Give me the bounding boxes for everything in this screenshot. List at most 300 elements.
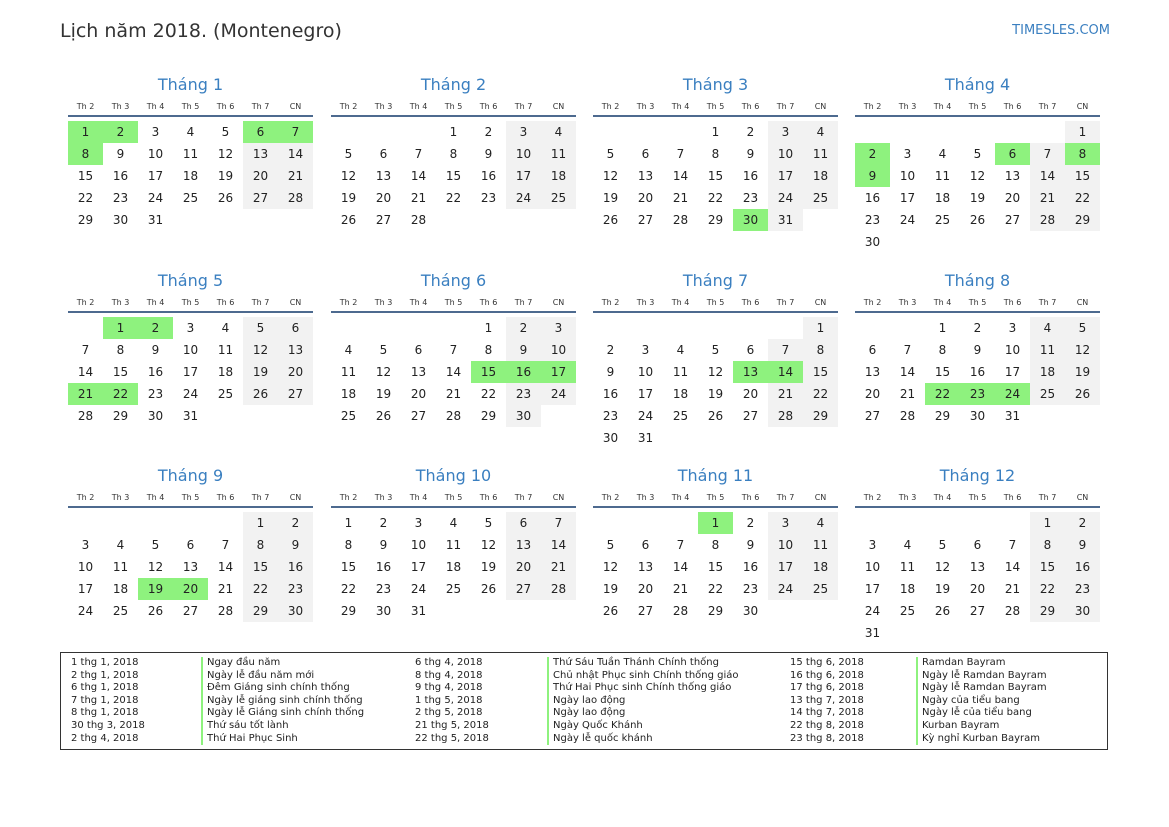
month-name: Tháng 1 [157, 75, 224, 94]
day-cell: 4 [221, 321, 230, 335]
month-name: Tháng 4 [944, 75, 1011, 94]
day-cell: 26 [602, 604, 619, 618]
day-cell: 4 [938, 147, 947, 161]
day-cell: 21 [768, 383, 803, 405]
weekday-label: Th 3 [374, 298, 393, 307]
day-cell: 2 [379, 516, 388, 530]
weekday-label: CN [1076, 102, 1089, 111]
day-cell: 28 [541, 578, 576, 600]
weekday-label: Th 2 [601, 493, 620, 502]
day-cell: 27 [637, 213, 654, 227]
day-cell: 16 [742, 560, 759, 574]
month-block [593, 269, 838, 449]
day-cell: 10 [410, 538, 427, 552]
day-cell: 10 [182, 343, 199, 357]
day-cell: 26 [340, 213, 357, 227]
holiday-day-cell: 30 [733, 209, 768, 231]
weekday-label: Th 3 [374, 102, 393, 111]
empty-cell [208, 512, 243, 534]
weekday-label: Th 3 [374, 493, 393, 502]
holiday-date: 14 thg 7, 2018 [790, 707, 864, 719]
day-cell: 21 [541, 556, 576, 578]
weekday-label: Th 5 [706, 298, 725, 307]
holiday-day-cell: 8 [1065, 143, 1100, 165]
day-cell: 23 [278, 578, 313, 600]
holiday-date: 2 thg 4, 2018 [71, 732, 139, 744]
day-cell: 10 [1004, 343, 1021, 357]
empty-cell [663, 317, 698, 339]
day-cell: 12 [243, 339, 278, 361]
month-name: Tháng 7 [682, 271, 749, 290]
days-grid [331, 121, 576, 231]
day-cell: 27 [637, 604, 654, 618]
day-cell: 8 [711, 538, 720, 552]
day-cell: 11 [934, 169, 951, 183]
day-cell: 25 [803, 578, 838, 600]
day-cell: 24 [77, 604, 94, 618]
weekday-label: Th 7 [514, 102, 533, 111]
day-cell: 14 [410, 169, 427, 183]
day-cell: 6 [973, 538, 982, 552]
day-cell: 30 [112, 213, 129, 227]
day-cell: 16 [278, 556, 313, 578]
weekday-label: Th 6 [1003, 493, 1022, 502]
weekday-label: Th 7 [776, 298, 795, 307]
day-cell: 8 [344, 538, 353, 552]
day-cell: 3 [414, 516, 423, 530]
weekday-label: CN [1076, 493, 1089, 502]
day-cell: 31 [147, 213, 164, 227]
day-cell: 4 [803, 121, 838, 143]
day-cell: 4 [1030, 317, 1065, 339]
day-cell: 9 [973, 343, 982, 357]
month-name: Tháng 10 [415, 466, 492, 485]
weekday-label: Th 2 [863, 298, 882, 307]
day-cell: 29 [1065, 209, 1100, 231]
month-block [855, 464, 1100, 644]
day-cell: 30 [602, 431, 619, 445]
day-cell: 28 [768, 405, 803, 427]
day-cell: 30 [375, 604, 392, 618]
weekday-label: CN [552, 493, 565, 502]
day-cell: 11 [1030, 339, 1065, 361]
day-cell: 13 [864, 365, 881, 379]
day-cell: 3 [903, 147, 912, 161]
day-cell: 17 [506, 165, 541, 187]
holiday-date: 6 thg 1, 2018 [71, 682, 139, 694]
day-cell: 15 [1030, 556, 1065, 578]
day-cell: 11 [340, 365, 357, 379]
holiday-name: Thứ sáu tốt lành [207, 719, 289, 731]
weekday-label: Th 6 [479, 298, 498, 307]
day-cell: 7 [1008, 538, 1017, 552]
day-cell: 17 [637, 387, 654, 401]
day-cell: 3 [1008, 321, 1017, 335]
day-cell: 31 [410, 604, 427, 618]
holiday-name-column [916, 657, 1047, 745]
day-cell: 1 [243, 512, 278, 534]
weekday-label: CN [289, 102, 302, 111]
weekday-label: Th 7 [776, 493, 795, 502]
day-cell: 20 [375, 191, 392, 205]
day-cell: 15 [340, 560, 357, 574]
day-cell: 14 [445, 365, 462, 379]
day-cell: 29 [243, 600, 278, 622]
day-cell: 4 [541, 121, 576, 143]
day-cell: 10 [768, 534, 803, 556]
day-cell: 18 [803, 165, 838, 187]
holiday-date-column [71, 657, 145, 745]
weekday-label: Th 2 [339, 102, 358, 111]
holiday-date: 1 thg 5, 2018 [415, 694, 483, 706]
day-cell: 12 [934, 560, 951, 574]
day-cell: 22 [243, 578, 278, 600]
day-cell: 3 [768, 121, 803, 143]
day-cell: 2 [606, 343, 615, 357]
empty-cell [855, 317, 890, 339]
holiday-date: 7 thg 1, 2018 [71, 694, 139, 706]
holiday-day-cell: 7 [278, 121, 313, 143]
day-cell: 14 [541, 534, 576, 556]
day-cell: 19 [1065, 361, 1100, 383]
holiday-name: Ngày lễ giáng sinh chính thống [207, 694, 363, 706]
day-cell: 22 [1030, 578, 1065, 600]
day-cell: 11 [112, 560, 129, 574]
empty-cell [890, 317, 925, 339]
weekday-label: Th 2 [863, 493, 882, 502]
holiday-day-cell: 21 [68, 383, 103, 405]
day-cell: 8 [1030, 534, 1065, 556]
day-cell: 5 [606, 147, 615, 161]
day-cell: 30 [506, 405, 541, 427]
holiday-day-cell: 2 [138, 317, 173, 339]
days-grid [331, 317, 576, 427]
day-cell: 3 [868, 538, 877, 552]
day-cell: 14 [1004, 560, 1021, 574]
day-cell: 3 [186, 321, 195, 335]
day-cell: 19 [602, 191, 619, 205]
day-cell: 2 [506, 317, 541, 339]
weekday-label: Th 4 [671, 298, 690, 307]
holiday-date: 9 thg 4, 2018 [415, 682, 483, 694]
holiday-day-cell: 1 [68, 121, 103, 143]
day-cell: 15 [77, 169, 94, 183]
day-cell: 16 [1065, 556, 1100, 578]
day-cell: 14 [278, 143, 313, 165]
holiday-day-cell: 13 [733, 361, 768, 383]
day-cell: 17 [182, 365, 199, 379]
day-cell: 6 [641, 147, 650, 161]
holiday-name: Ngày lao động [553, 694, 626, 706]
day-cell: 15 [243, 556, 278, 578]
month-name: Tháng 9 [157, 466, 224, 485]
day-cell: 30 [864, 235, 881, 249]
holiday-date: 22 thg 5, 2018 [415, 732, 489, 744]
day-cell: 17 [899, 191, 916, 205]
day-cell: 30 [278, 600, 313, 622]
empty-cell [68, 512, 103, 534]
weekday-label: Th 3 [898, 298, 917, 307]
day-cell: 4 [344, 343, 353, 357]
day-cell: 5 [711, 343, 720, 357]
weekday-header [331, 492, 576, 508]
day-cell: 29 [340, 604, 357, 618]
day-cell: 22 [77, 191, 94, 205]
day-cell: 21 [217, 582, 234, 596]
weekday-label: Th 5 [968, 493, 987, 502]
holiday-date: 23 thg 8, 2018 [790, 732, 864, 744]
day-cell: 17 [77, 582, 94, 596]
holiday-name: Ngày lễ đầu năm mới [207, 669, 315, 681]
empty-cell [890, 121, 925, 143]
weekday-label: Th 2 [76, 298, 95, 307]
day-cell: 26 [217, 191, 234, 205]
weekday-label: Th 6 [216, 493, 235, 502]
day-cell: 8 [449, 147, 458, 161]
weekday-header [68, 492, 313, 508]
day-cell: 29 [934, 409, 951, 423]
weekday-label: CN [552, 102, 565, 111]
holiday-day-cell: 8 [68, 143, 103, 165]
day-cell: 11 [445, 538, 462, 552]
month-block [593, 464, 838, 622]
day-cell: 9 [116, 147, 125, 161]
day-cell: 20 [742, 387, 759, 401]
day-cell: 21 [899, 387, 916, 401]
day-cell: 8 [116, 343, 125, 357]
day-cell: 20 [410, 387, 427, 401]
day-cell: 12 [707, 365, 724, 379]
empty-cell [173, 512, 208, 534]
day-cell: 13 [410, 365, 427, 379]
day-cell: 17 [1004, 365, 1021, 379]
day-cell: 18 [934, 191, 951, 205]
holiday-day-cell: 2 [103, 121, 138, 143]
day-cell: 29 [1030, 600, 1065, 622]
month-name: Tháng 12 [939, 466, 1016, 485]
day-cell: 14 [672, 169, 689, 183]
holiday-day-cell: 19 [138, 578, 173, 600]
day-cell: 20 [864, 387, 881, 401]
day-cell: 15 [707, 560, 724, 574]
day-cell: 19 [934, 582, 951, 596]
day-cell: 25 [340, 409, 357, 423]
weekday-label: Th 4 [146, 298, 165, 307]
day-cell: 15 [934, 365, 951, 379]
holiday-date-column [790, 657, 864, 745]
day-cell: 12 [375, 365, 392, 379]
day-cell: 16 [112, 169, 129, 183]
day-cell: 1 [803, 317, 838, 339]
weekday-label: Th 5 [444, 493, 463, 502]
day-cell: 15 [112, 365, 129, 379]
day-cell: 22 [445, 191, 462, 205]
weekday-label: Th 7 [251, 493, 270, 502]
weekday-label: Th 2 [76, 493, 95, 502]
days-grid [855, 512, 1100, 644]
holiday-date: 2 thg 5, 2018 [415, 707, 483, 719]
weekday-label: Th 6 [216, 102, 235, 111]
weekday-label: Th 5 [181, 102, 200, 111]
weekday-label: Th 4 [933, 493, 952, 502]
weekday-label: CN [552, 298, 565, 307]
day-cell: 1 [344, 516, 353, 530]
empty-cell [331, 121, 366, 143]
day-cell: 18 [1030, 361, 1065, 383]
holiday-day-cell: 22 [103, 383, 138, 405]
empty-cell [855, 121, 890, 143]
empty-cell [663, 121, 698, 143]
weekday-label: Th 4 [933, 298, 952, 307]
weekday-label: Th 7 [514, 298, 533, 307]
day-cell: 2 [973, 321, 982, 335]
day-cell: 29 [803, 405, 838, 427]
day-cell: 25 [672, 409, 689, 423]
day-cell: 10 [77, 560, 94, 574]
day-cell: 1 [1030, 512, 1065, 534]
day-cell: 25 [182, 191, 199, 205]
holiday-name: Ngày lễ Ramdan Bayram [922, 682, 1047, 694]
day-cell: 28 [672, 213, 689, 227]
day-cell: 7 [414, 147, 423, 161]
weekday-header [855, 297, 1100, 313]
day-cell: 10 [506, 143, 541, 165]
holiday-date: 6 thg 4, 2018 [415, 657, 483, 668]
weekday-label: Th 5 [706, 102, 725, 111]
day-cell: 1 [711, 125, 720, 139]
day-cell: 24 [637, 409, 654, 423]
day-cell: 19 [602, 582, 619, 596]
day-cell: 11 [182, 147, 199, 161]
days-grid [593, 317, 838, 449]
day-cell: 14 [217, 560, 234, 574]
day-cell: 2 [1065, 512, 1100, 534]
day-cell: 26 [934, 604, 951, 618]
day-cell: 26 [480, 582, 497, 596]
days-grid [855, 317, 1100, 427]
day-cell: 3 [768, 512, 803, 534]
day-cell: 6 [868, 343, 877, 357]
empty-cell [1030, 121, 1065, 143]
site-link[interactable]: TIMESLES.COM [1012, 23, 1110, 38]
day-cell: 28 [1004, 604, 1021, 618]
day-cell: 11 [672, 365, 689, 379]
weekday-label: CN [814, 102, 827, 111]
day-cell: 22 [707, 191, 724, 205]
day-cell: 11 [803, 143, 838, 165]
day-cell: 25 [112, 604, 129, 618]
weekday-label: Th 4 [409, 298, 428, 307]
month-block [68, 269, 313, 427]
holiday-name: Ngày lễ Ramdan Bayram [922, 669, 1047, 681]
day-cell: 27 [375, 213, 392, 227]
weekday-header [855, 101, 1100, 117]
day-cell: 26 [969, 213, 986, 227]
day-cell: 12 [1065, 339, 1100, 361]
day-cell: 20 [637, 582, 654, 596]
day-cell: 17 [864, 582, 881, 596]
day-cell: 14 [899, 365, 916, 379]
day-cell: 7 [1030, 143, 1065, 165]
day-cell: 29 [112, 409, 129, 423]
day-cell: 9 [278, 534, 313, 556]
month-block [331, 464, 576, 622]
days-grid [68, 121, 313, 231]
day-cell: 7 [903, 343, 912, 357]
day-cell: 30 [742, 604, 759, 618]
empty-cell [855, 512, 890, 534]
weekday-label: Th 4 [933, 102, 952, 111]
holiday-name: Ngày lễ Giáng sinh chính thống [207, 707, 365, 719]
day-cell: 5 [606, 538, 615, 552]
day-cell: 16 [864, 191, 881, 205]
weekday-label: Th 2 [339, 298, 358, 307]
empty-cell [628, 121, 663, 143]
day-cell: 11 [899, 560, 916, 574]
empty-cell [768, 317, 803, 339]
day-cell: 11 [217, 343, 234, 357]
day-cell: 18 [445, 560, 462, 574]
day-cell: 25 [899, 604, 916, 618]
day-cell: 5 [973, 147, 982, 161]
day-cell: 24 [768, 578, 803, 600]
day-cell: 10 [637, 365, 654, 379]
day-cell: 26 [375, 409, 392, 423]
weekday-label: CN [1076, 298, 1089, 307]
day-cell: 24 [768, 187, 803, 209]
day-cell: 13 [278, 339, 313, 361]
weekday-label: Th 3 [636, 298, 655, 307]
holiday-date-column [415, 657, 489, 745]
day-cell: 14 [77, 365, 94, 379]
day-cell: 1 [484, 321, 493, 335]
day-cell: 10 [899, 169, 916, 183]
weekday-label: Th 7 [776, 102, 795, 111]
days-grid [68, 512, 313, 622]
empty-cell [960, 512, 995, 534]
day-cell: 8 [711, 147, 720, 161]
day-cell: 20 [1004, 191, 1021, 205]
month-name: Tháng 5 [157, 271, 224, 290]
day-cell: 22 [707, 582, 724, 596]
day-cell: 23 [602, 409, 619, 423]
weekday-header [68, 297, 313, 313]
empty-cell [995, 512, 1030, 534]
day-cell: 27 [182, 604, 199, 618]
holiday-date: 22 thg 8, 2018 [790, 719, 864, 731]
day-cell: 29 [480, 409, 497, 423]
holiday-day-cell: 1 [103, 317, 138, 339]
empty-cell [331, 317, 366, 339]
day-cell: 25 [1030, 383, 1065, 405]
holiday-day-cell: 23 [960, 383, 995, 405]
month-name: Tháng 6 [420, 271, 487, 290]
holiday-name: Kurban Bayram [922, 719, 1000, 731]
weekday-label: Th 5 [444, 102, 463, 111]
day-cell: 28 [1030, 209, 1065, 231]
days-grid [855, 121, 1100, 253]
day-cell: 5 [938, 538, 947, 552]
day-cell: 25 [541, 187, 576, 209]
day-cell: 19 [340, 191, 357, 205]
holiday-date: 16 thg 6, 2018 [790, 669, 864, 681]
day-cell: 28 [278, 187, 313, 209]
day-cell: 19 [707, 387, 724, 401]
day-cell: 25 [217, 387, 234, 401]
empty-cell [401, 121, 436, 143]
weekday-label: Th 6 [479, 493, 498, 502]
day-cell: 3 [641, 343, 650, 357]
